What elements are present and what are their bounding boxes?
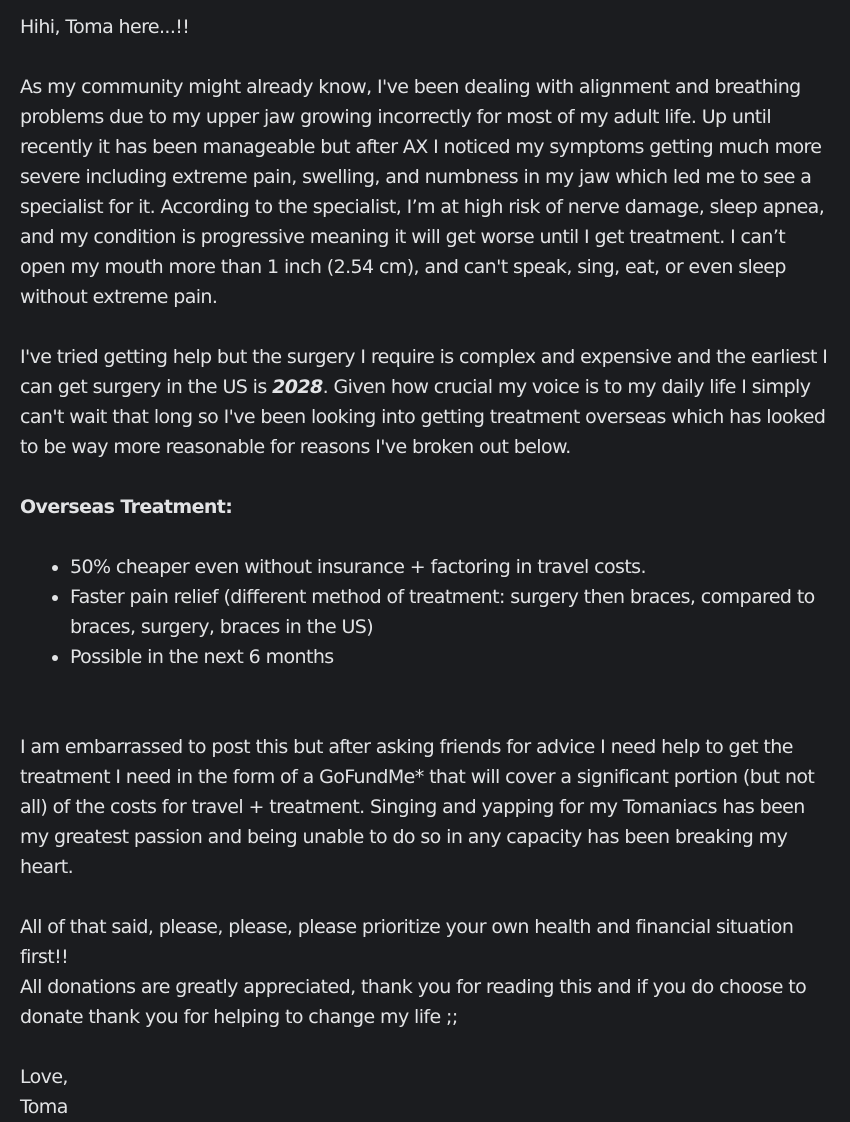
paragraph-condition: As my community might already know, I've been dealing with alignment and breathing problems due to my upper jaw growing incorrectly for most of my adult life. Up until recently it has been manageable but after AX I noticed my symptoms getting much more severe including extreme pain, swelling, and numbness in my jaw which led me to see a specialist for it. According to the specialist, I’m at high risk of nerve damage, sleep apnea, and my condition is progressive meaning it will get worse until I get treatment. I can’t open my mouth more than 1 inch (2.54 cm), and can't speak, sing, eat, or even sleep without extreme pain. <box>20 76 825 308</box>
spacer <box>20 522 832 552</box>
overseas-heading: Overseas Treatment: <box>20 496 233 518</box>
spacer <box>20 672 832 732</box>
paragraph-surgery-wait-text: I've tried getting help but the surgery I require is complex and expensive and the earliest I can get surgery in the US is <box>20 346 828 398</box>
spacer <box>20 42 832 72</box>
paragraph-prioritize: All of that said, please, please, please prioritize your own health and financial situation first!! <box>20 916 794 968</box>
paragraph-surgery-wait-text-end: . Given how crucial my voice is to my daily life I simply can't wait that long so I've been looking into getting treatment overseas which has looked to be way more reasonable for reasons I've broken out below. <box>20 376 826 458</box>
list-item: • Possible in the next 6 months <box>70 642 832 672</box>
spacer <box>20 882 832 912</box>
paragraph-thanks: All donations are greatly appreciated, thank you for reading this and if you do choose to donate thank you for helping to change my life ;; <box>20 976 807 1028</box>
list-item: • 50% cheaper even without insurance + factoring in travel costs. <box>70 552 832 582</box>
list-item: • Faster pain relief (different method of treatment: surgery then braces, compared to braces, surgery, braces in the US) <box>70 582 832 642</box>
signature: Toma <box>20 1096 68 1118</box>
spacer <box>20 462 832 492</box>
spacer <box>20 1032 832 1062</box>
greeting: Hihi, Toma here...!! <box>20 16 190 38</box>
paragraph-gofundme: I am embarrassed to post this but after asking friends for advice I need help to get the treatment I need in the form of a GoFundMe* that will cover a significant portion (but not all) of the costs for travel + treatment. Singing and yapping for my Tomaniacs has been my greatest passion and being unable to do so in any capacity has been breaking my heart. <box>20 736 815 878</box>
spacer <box>20 312 832 342</box>
overseas-benefits-list <box>20 552 832 672</box>
paragraph-surgery-wait <box>20 342 832 462</box>
surgery-year: 2028 <box>272 376 323 398</box>
signoff: Love, <box>20 1066 68 1088</box>
